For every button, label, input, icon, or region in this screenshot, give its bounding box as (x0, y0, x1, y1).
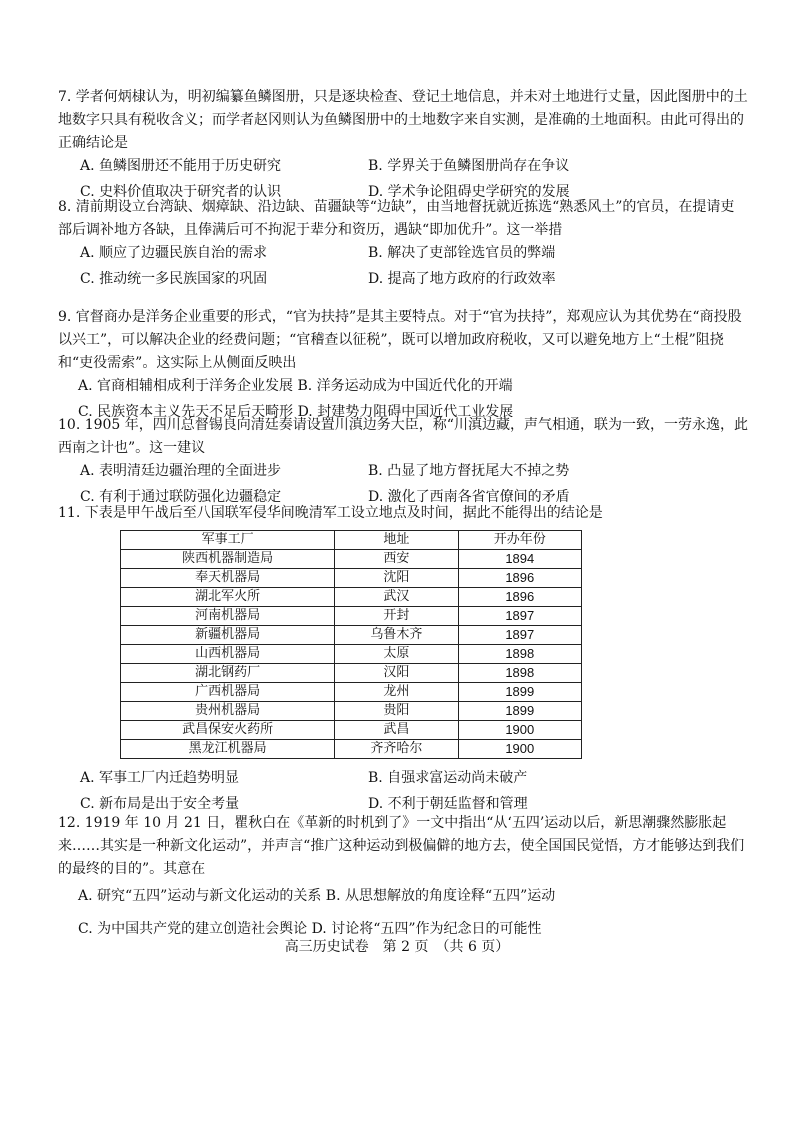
question-stem: 11. 下表是甲午战后至八国联军侵华间晚清军工设立地点及时间，据此不能得出的结论是 (58, 505, 603, 521)
question-stem: 7. 学者何炳棣认为，明初编纂鱼鳞图册，只是逐块检查、登记土地信息，并未对土地进行丈量，因此图册中的土地数字只具有税收含义；而学者赵冈则认为鱼鳞图册中的土地数字来自实测，是准确的土地面积。由此可得出的正确结论是 (58, 89, 748, 151)
question-10 (58, 414, 748, 509)
option-b: B. 自强求富运动尚未破产 (368, 770, 528, 786)
factory-name: 湖北军火所 (121, 588, 335, 607)
option-b: B. 学界关于鱼鳞图册尚存在争议 (368, 158, 570, 174)
option-cd: C. 为中国共产党的建立创造社会舆论 D. 讨论将“五四”作为纪念日的可能性 (78, 921, 542, 937)
factory-year: 1900 (458, 721, 581, 740)
option-b: B. 解决了吏部铨选官员的弊端 (368, 245, 556, 261)
option-c: C. 有利于通过联防强化边疆稳定 (80, 489, 282, 505)
factory-table (120, 530, 582, 759)
table-header-row (121, 531, 582, 550)
factory-location: 太原 (335, 645, 458, 664)
option-cd: C. 民族资本主义先天不足后天畸形 D. 封建势力阻碍中国近代工业发展 (78, 404, 514, 420)
question-11 (58, 502, 748, 525)
options (80, 767, 748, 816)
header-location: 地址 (335, 531, 458, 550)
question-11-options (58, 767, 748, 816)
question-stem: 8. 清前期设立台湾缺、烟瘴缺、沿边缺、苗疆缺等“边缺”，由当地督抚就近拣选“熟悉风土”的官员，在提请吏部后调补地方各缺，且俸满后可不拘泥于辈分和资历，遇缺“即加优升”。这一举措 (58, 199, 735, 238)
factory-name: 贵州机器局 (121, 702, 335, 721)
question-9 (58, 306, 748, 424)
factory-location: 齐齐哈尔 (335, 740, 458, 759)
question-7 (58, 86, 748, 204)
factory-location: 沈阳 (335, 569, 458, 588)
factory-name: 奉天机器局 (121, 569, 335, 588)
option-d: D. 提高了地方政府的行政效率 (368, 271, 556, 287)
table-row (121, 664, 582, 683)
factory-year: 1896 (458, 588, 581, 607)
factory-name: 广西机器局 (121, 683, 335, 702)
table-row (121, 740, 582, 759)
option-a: A. 顺应了边疆民族自治的需求 (80, 245, 268, 261)
option-c: C. 推动统一多民族国家的巩固 (80, 271, 268, 287)
question-stem: 9. 官督商办是洋务企业重要的形式，“官为扶持”是其主要特点。对于“官为扶持”，郑观应认为其优势在“商投股以兴工”，可以解决企业的经费问题；“官稽查以征税”，既可以增加政府税收，又可以避免地方上“土棍”阻挠和“吏役需索”。这实际上从侧面反映出 (58, 309, 742, 371)
option-ab: A. 研究“五四”运动与新文化运动的关系 B. 从思想解放的角度诠释“五四”运动 (78, 888, 556, 904)
factory-name: 武昌保安火药所 (121, 721, 335, 740)
table-row (121, 588, 582, 607)
factory-name: 黑龙江机器局 (121, 740, 335, 759)
factory-year: 1896 (458, 569, 581, 588)
table-row (121, 721, 582, 740)
table-row (121, 683, 582, 702)
option-b: B. 凸显了地方督抚尾大不掉之势 (368, 463, 570, 479)
option-a: A. 表明清廷边疆治理的全面进步 (80, 463, 282, 479)
factory-year: 1897 (458, 607, 581, 626)
factory-year: 1899 (458, 702, 581, 721)
factory-location: 汉阳 (335, 664, 458, 683)
option-a: A. 鱼鳞图册还不能用于历史研究 (80, 158, 282, 174)
factory-location: 乌鲁木齐 (335, 626, 458, 645)
option-a: A. 军事工厂内迁趋势明显 (80, 770, 240, 786)
factory-location: 开封 (335, 607, 458, 626)
factory-location: 龙州 (335, 683, 458, 702)
question-stem: 12. 1919 年 10 月 21 日，瞿秋白在《革新的时机到了》一文中指出“从‘五四’运动以后，新思潮骤然膨胀起来……其实是一种新文化运动”，并声言“推广这种运动到极偏僻的地方去，使全国国民觉悟，方才能够达到我们的最终的目的”。其意在 (58, 815, 745, 877)
factory-year: 1898 (458, 645, 581, 664)
table-row (121, 626, 582, 645)
question-8 (58, 196, 748, 291)
factory-year: 1898 (458, 664, 581, 683)
factory-name: 河南机器局 (121, 607, 335, 626)
table-row (121, 569, 582, 588)
factory-location: 武汉 (335, 588, 458, 607)
header-factory: 军事工厂 (121, 531, 335, 550)
table-row (121, 702, 582, 721)
option-d: D. 激化了西南各省官僚间的矛盾 (368, 489, 570, 505)
header-year: 开办年份 (458, 531, 581, 550)
page-footer: 高三历史试卷 第 2 页 （共 6 页） (284, 939, 510, 955)
option-d: D. 学术争论阻碍史学研究的发展 (368, 184, 570, 200)
options (78, 885, 748, 941)
factory-location: 西安 (335, 550, 458, 569)
options (80, 242, 748, 291)
question-12 (58, 812, 748, 941)
option-c: C. 史料价值取决于研究者的认识 (80, 184, 282, 200)
factory-name: 新疆机器局 (121, 626, 335, 645)
factory-year: 1897 (458, 626, 581, 645)
factory-name: 山西机器局 (121, 645, 335, 664)
question-stem: 10. 1905 年，四川总督锡良向清廷奏请设置川滇边务大臣，称“川滇边藏，声气相通，联为一致，一劳永逸，此西南之计也”。这一建议 (58, 417, 748, 456)
factory-year: 1900 (458, 740, 581, 759)
option-c: C. 新布局是出于安全考量 (80, 796, 240, 812)
table-row (121, 645, 582, 664)
factory-location: 武昌 (335, 721, 458, 740)
factory-year: 1894 (458, 550, 581, 569)
option-d: D. 不利于朝廷监督和管理 (368, 796, 528, 812)
option-ab: A. 官商相辅相成利于洋务企业发展 B. 洋务运动成为中国近代化的开端 (78, 378, 513, 394)
factory-location: 贵阳 (335, 702, 458, 721)
table-row (121, 607, 582, 626)
factory-year: 1899 (458, 683, 581, 702)
table-row (121, 550, 582, 569)
factory-name: 陕西机器制造局 (121, 550, 335, 569)
factory-name: 湖北钢药厂 (121, 664, 335, 683)
